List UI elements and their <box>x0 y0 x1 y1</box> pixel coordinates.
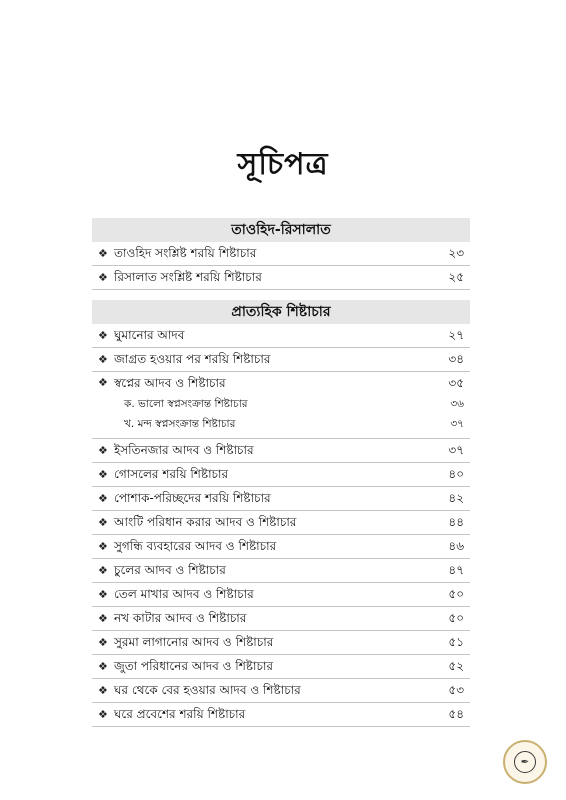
section-list-tawhid-risalat <box>92 242 470 290</box>
toc-entry-label: স্বপ্নের আদব ও শিষ্টাচার <box>114 376 226 390</box>
toc-entry-page: ৪২ <box>448 491 464 505</box>
toc-entry[interactable] <box>92 559 470 583</box>
toc-entry-page: ৪৬ <box>448 539 464 553</box>
toc-entry-label: ঘর থেকে বের হওয়ার আদব ও শিষ্টাচার <box>114 683 301 697</box>
toc-entry[interactable] <box>92 266 470 290</box>
toc-entry[interactable] <box>92 511 470 535</box>
publisher-logo <box>503 740 547 784</box>
toc-subentry-page: ৩৭ <box>450 418 464 430</box>
toc-subentry-page: ৩৬ <box>450 398 464 410</box>
toc-entry-label: ঘরে প্রবেশের শরয়ি শিষ্টাচার <box>114 707 246 721</box>
toc-subentry[interactable] <box>92 394 470 414</box>
section-heading-daily-etiquette: প্রাত্যহিক শিষ্টাচার <box>92 300 470 324</box>
diamond-bullet-icon: ❖ <box>98 588 108 601</box>
toc-entry-label: ইসতিনজার আদব ও শিষ্টাচার <box>114 443 254 457</box>
toc-entry-label: পোশাক-পরিচ্ছদের শরয়ি শিষ্টাচার <box>114 491 271 505</box>
toc-entry[interactable] <box>92 348 470 372</box>
diamond-bullet-icon: ❖ <box>98 516 108 529</box>
toc-entry[interactable] <box>92 242 470 266</box>
diamond-bullet-icon: ❖ <box>98 247 108 260</box>
toc-entry[interactable] <box>92 463 470 487</box>
toc-entry-page: ৩৫ <box>448 376 464 390</box>
toc-entry-label: চুলের আদব ও শিষ্টাচার <box>114 563 226 577</box>
toc-entry-page: ৪০ <box>448 467 464 481</box>
toc-entry-page: ৪৭ <box>448 563 464 577</box>
toc-entry-page: ২৩ <box>448 246 464 260</box>
toc-entry-label: জুতা পরিধানের আদব ও শিষ্টাচার <box>114 659 274 673</box>
diamond-bullet-icon: ❖ <box>98 612 108 625</box>
toc-entry[interactable] <box>92 631 470 655</box>
diamond-bullet-icon: ❖ <box>98 540 108 553</box>
toc-entry[interactable] <box>92 583 470 607</box>
diamond-bullet-icon: ❖ <box>98 376 108 389</box>
diamond-bullet-icon: ❖ <box>98 492 108 505</box>
toc-entry-label: আংটি পরিধান করার আদব ও শিষ্টাচার <box>114 515 297 529</box>
toc-entry-page: ৫৩ <box>448 683 464 697</box>
diamond-bullet-icon: ❖ <box>98 708 108 721</box>
toc-entry[interactable] <box>92 655 470 679</box>
diamond-bullet-icon: ❖ <box>98 564 108 577</box>
toc-entry[interactable] <box>92 535 470 559</box>
diamond-bullet-icon: ❖ <box>98 636 108 649</box>
toc-entry-page: ৫০ <box>448 611 464 625</box>
diamond-bullet-icon: ❖ <box>98 468 108 481</box>
toc-entry[interactable] <box>92 607 470 631</box>
toc-entry-page: ২৫ <box>448 270 464 284</box>
toc-entry-label: ঘুমানোর আদব <box>114 328 185 342</box>
diamond-bullet-icon: ❖ <box>98 329 108 342</box>
toc-entry[interactable] <box>92 439 470 463</box>
toc-entry[interactable] <box>92 324 470 348</box>
toc-entry-page: ৫৪ <box>448 707 464 721</box>
toc-entry-label: সুগন্ধি ব্যবহারের আদব ও শিষ্টাচার <box>114 539 277 553</box>
toc-entry[interactable] <box>92 487 470 511</box>
page-title: সূচিপত্র <box>237 147 329 182</box>
diamond-bullet-icon: ❖ <box>98 444 108 457</box>
toc-subentry-label: খ. মন্দ স্বপ্নসংক্রান্ত শিষ্টাচার <box>124 418 236 430</box>
toc-entry-page: ৫২ <box>448 659 464 673</box>
toc-entry-label: সুরমা লাগানোর আদব ও শিষ্টাচার <box>114 635 274 649</box>
toc-subentry-label: ক. ভালো স্বপ্নসংক্রান্ত শিষ্টাচার <box>124 398 248 410</box>
toc-entry-label: গোসলের শরয়ি শিষ্টাচার <box>114 467 229 481</box>
diamond-bullet-icon: ❖ <box>98 271 108 284</box>
section-list-daily-etiquette <box>92 324 470 727</box>
diamond-bullet-icon: ❖ <box>98 353 108 366</box>
toc-entry-page: ৫১ <box>448 635 464 649</box>
toc-subentry[interactable] <box>92 414 470 439</box>
toc-entry[interactable] <box>92 703 470 727</box>
toc-entry-label: নখ কাটার আদব ও শিষ্টাচার <box>114 611 247 625</box>
toc-entry-page: ২৭ <box>448 328 464 342</box>
diamond-bullet-icon: ❖ <box>98 684 108 697</box>
diamond-bullet-icon: ❖ <box>98 660 108 673</box>
toc-entry-page: ৪৪ <box>448 515 464 529</box>
toc-entry-label: তাওহিদ সংশ্লিষ্ট শরয়ি শিষ্টাচার <box>114 246 257 260</box>
toc-entry[interactable] <box>92 679 470 703</box>
toc-entry-label: জাগ্রত হওয়ার পর শরয়ি শিষ্টাচার <box>114 352 271 366</box>
toc-entry-label: রিসালাত সংশ্লিষ্ট শরয়ি শিষ্টাচার <box>114 270 262 284</box>
toc-entry-label: তেল মাখার আদব ও শিষ্টাচার <box>114 587 254 601</box>
toc-entry-page: ৩৪ <box>448 352 464 366</box>
toc-entry-page: ৩৭ <box>448 443 464 457</box>
section-heading-tawhid-risalat: তাওহিদ-রিসালাত <box>92 218 470 242</box>
toc-entry[interactable] <box>92 372 470 394</box>
toc-entry-page: ৫০ <box>448 587 464 601</box>
book-icon: ✒ <box>514 751 536 773</box>
